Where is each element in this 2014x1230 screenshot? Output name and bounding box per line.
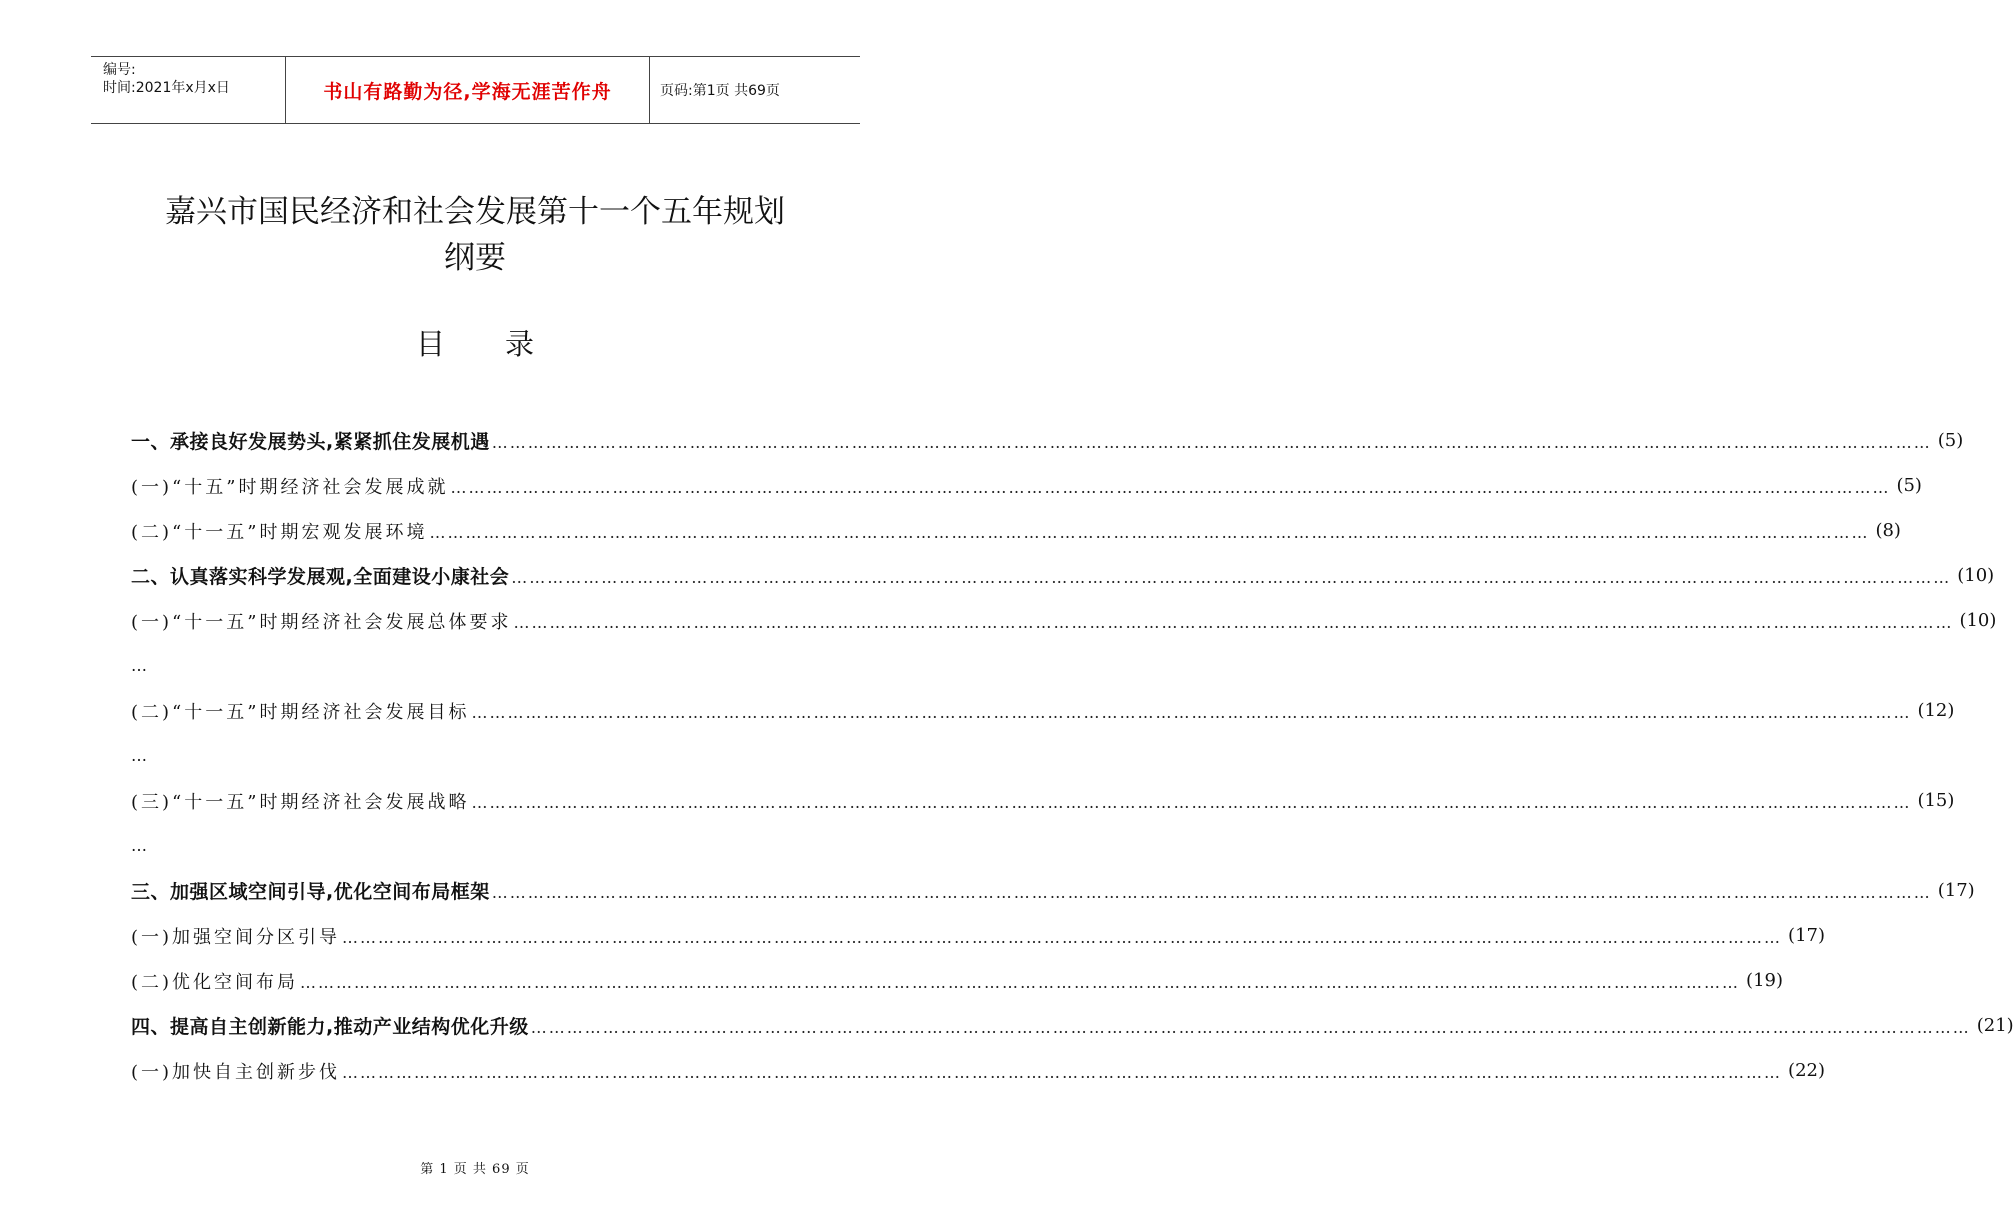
toc-entry-label: (一)“十一五”时期经济社会发展总体要求 [131, 611, 512, 633]
toc-entry-label: (二)“十一五”时期经济社会发展目标 [131, 701, 470, 723]
toc-subsection-row[interactable] [131, 688, 1955, 733]
toc-dot-leader: …………………………………………………………………………………………………………………………………………………………………………………………………………………… [429, 522, 1870, 542]
toc-subsection-row[interactable] [131, 913, 1825, 958]
document-title-line1: 嘉兴市国民经济和社会发展第十一个五年规划 [165, 194, 785, 230]
toc-dot-leader: …………………………………………………………………………………………………………………………………………………………………………………………………………………… [491, 432, 1932, 452]
toc-leader-continuation: … [131, 836, 147, 855]
document-time-label: 时间:2021年x月x日 [103, 80, 230, 96]
document-title-line2: 纲要 [444, 240, 506, 276]
toc-entry-label: (一)加快自主创新步伐 [131, 1061, 341, 1083]
toc-subsection-row[interactable] [131, 463, 1922, 508]
page-footer: 第 1 页 共 69 页 [420, 1162, 530, 1177]
toc-entry-label: (二)优化空间布局 [131, 971, 299, 993]
toc-page-number: (10) [1957, 565, 1995, 586]
document-number-label: 编号: [103, 62, 136, 78]
toc-page-number: (17) [1788, 925, 1825, 946]
toc-page-number: (21) [1976, 1015, 2014, 1036]
toc-page-number: (17) [1937, 880, 1975, 901]
document-header-table [91, 56, 860, 124]
toc-entry-label: 二、认真落实科学发展观,全面建设小康社会 [131, 566, 510, 588]
toc-dot-leader: …………………………………………………………………………………………………………………………………………………………………………………………………………………… [530, 1017, 1971, 1037]
toc-section-row[interactable] [131, 868, 1975, 913]
table-of-contents [131, 418, 2014, 1093]
toc-dot-leader: …………………………………………………………………………………………………………………………………………………………………………………………………………………… [342, 1062, 1783, 1082]
toc-subsection-row[interactable] [131, 958, 1783, 1003]
toc-dot-leader: …………………………………………………………………………………………………………………………………………………………………………………………………………………… [342, 927, 1783, 947]
toc-dot-leader: …………………………………………………………………………………………………………………………………………………………………………………………………………………… [471, 702, 1912, 722]
toc-subsection-row[interactable] [131, 778, 1955, 823]
toc-entry-label: 四、提高自主创新能力,推动产业结构优化升级 [131, 1016, 529, 1038]
toc-page-number: (10) [1959, 610, 1997, 631]
toc-entry-label: 三、加强区域空间引导,优化空间布局框架 [131, 881, 490, 903]
toc-entry-label: (二)“十一五”时期宏观发展环境 [131, 521, 428, 543]
toc-page-number: (5) [1937, 430, 1964, 451]
toc-page-number: (15) [1917, 790, 1955, 811]
toc-page-number: (8) [1875, 520, 1901, 541]
toc-entry-label: (一)加强空间分区引导 [131, 926, 341, 948]
toc-heading: 目录 [415, 327, 594, 361]
toc-section-row[interactable] [131, 553, 1995, 598]
header-page-info: 页码:第1页 共69页 [660, 83, 780, 99]
toc-dot-leader: …………………………………………………………………………………………………………………………………………………………………………………………………………………… [300, 972, 1741, 992]
toc-subsection-row[interactable] [131, 598, 1997, 643]
toc-section-row[interactable] [131, 1003, 2014, 1048]
toc-subsection-row[interactable] [131, 508, 1901, 553]
toc-dot-leader: …………………………………………………………………………………………………………………………………………………………………………………………………………………… [491, 882, 1932, 902]
toc-entry-label: (一)“十五”时期经济社会发展成就 [131, 476, 449, 498]
toc-page-number: (19) [1746, 970, 1783, 991]
toc-subsection-row[interactable] [131, 1048, 1825, 1093]
toc-page-number: (5) [1896, 475, 1922, 496]
toc-page-number: (12) [1917, 700, 1955, 721]
header-motto: 书山有路勤为径,学海无涯苦作舟 [286, 57, 650, 123]
toc-section-row[interactable] [131, 418, 1964, 463]
header-meta-cell [91, 57, 286, 123]
toc-dot-leader: …………………………………………………………………………………………………………………………………………………………………………………………………………………… [513, 612, 1954, 632]
toc-page-number: (22) [1788, 1060, 1825, 1081]
toc-entry-label: (三)“十一五”时期经济社会发展战略 [131, 791, 470, 813]
toc-entry-label: 一、承接良好发展势头,紧紧抓住发展机遇 [131, 431, 490, 453]
toc-dot-leader: …………………………………………………………………………………………………………………………………………………………………………………………………………………… [450, 477, 1891, 497]
toc-dot-leader: …………………………………………………………………………………………………………………………………………………………………………………………………………………… [471, 792, 1912, 812]
toc-leader-continuation: … [131, 746, 147, 765]
toc-dot-leader: …………………………………………………………………………………………………………………………………………………………………………………………………………………… [511, 567, 1952, 587]
toc-leader-continuation: … [131, 656, 147, 675]
